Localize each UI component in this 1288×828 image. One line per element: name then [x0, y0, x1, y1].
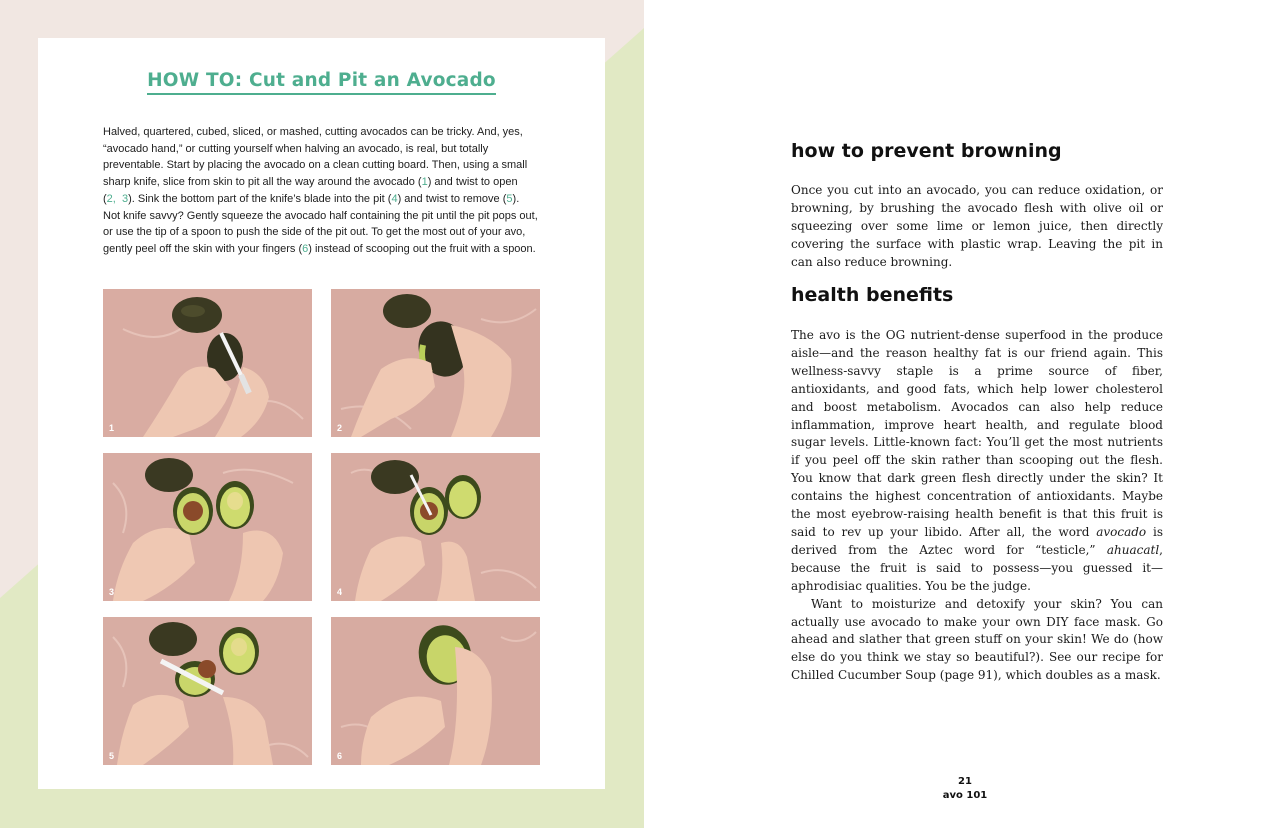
heading-prevent-browning: how to prevent browning [791, 140, 1062, 162]
photo-number: 4 [337, 587, 343, 597]
step-photo-4 [331, 453, 540, 601]
step-ref-4: 4 [391, 192, 398, 205]
prevent-browning-paragraph: Once you cut into an avocado, you can reduce oxidation, or browning, by brushing the avocado flesh with olive oil or squeezing over some lime or lemon juice, then directly covering the surface with plastic wrap. Leaving the pit in can also reduce browning. [791, 183, 1163, 269]
step-ref-5: 5 [506, 192, 513, 205]
intro-text: ) and twist to remove ( [397, 192, 507, 205]
heading-health-benefits: health benefits [791, 284, 954, 306]
step-ref-2: 2, [106, 192, 116, 205]
intro-text: ). Not knife savvy? Gently squeeze the avocado half containing the pit until the pit pops out, or use the tip of a spoon to push the side of the pit out. To get the most out of your avo, gently peel off the skin with your fingers ( [103, 192, 538, 255]
step-ref-6: 6 [302, 242, 309, 255]
health-benefits-body [791, 327, 1163, 685]
intro-text: ). Sink the bottom part of the knife’s blade into the pit ( [128, 192, 392, 205]
page-number: 21 [958, 776, 972, 787]
avocado-photo-5 [103, 617, 312, 765]
section-name: avo 101 [942, 790, 988, 801]
health-benefits-paragraph-2: Want to moisturize and detoxify your skin? You can actually use avocado to make your own DIY face mask. Go ahead and slather that green stuff on your skin! We do (how else do you think we stay so beautiful?). See our recipe for Chilled Cucumber Soup (page 91), which doubles as a mask. [791, 596, 1163, 683]
prevent-browning-body [791, 182, 1163, 272]
avocado-photo-3 [103, 453, 312, 601]
health-benefits-paragraph-1 [791, 327, 1163, 596]
intro-text: Halved, quartered, cubed, sliced, or mashed, cutting avocados can be tricky. And, yes, “avocado hand,” or cutting yourself when halving an avocado, is real, but totally preventable. Start by placing the avocado on a clean cutting board. Then, using a small sharp knife, slice from skin to pit all the way around the avocado ( [103, 126, 528, 189]
step-photo-6 [331, 617, 540, 765]
avocado-photo-1 [103, 289, 312, 437]
body-text: is derived from the Aztec word for “testicle,” [791, 524, 1164, 557]
step-ref-1: 1 [421, 176, 428, 189]
photo-number: 3 [109, 587, 115, 597]
body-text: The avo is the OG nutrient-dense superfood in the produce aisle—and the reason healthy fat is our friend again. This wellness-savvy staple is a prime source of fiber, antioxidants, and good fats, which help lower cholesterol and boost metabolism. Avocados can also help reduce inflammation, improve heart health, and regulate blood sugar levels. Little-known fact: You’ll get the most nutrients if you peel off the skin rather than scooping out the flesh. You know that dark green flesh directly under the skin? It contains the highest concentration of antioxidants. Maybe the most eyebrow-raising health benefit is that this fruit is said to rev up your libido. After all, the word [791, 328, 1163, 539]
body-text: , because the fruit is said to possess—you guessed it—aphrodisiac qualities. You be the judge. [791, 542, 1163, 593]
intro-paragraph [103, 124, 539, 258]
step-photo-3 [103, 453, 312, 601]
how-to-title [0, 70, 643, 91]
photo-number: 1 [109, 423, 115, 433]
how-to-title-text: HOW TO: Cut and Pit an Avocado [147, 70, 496, 95]
avocado-photo-4 [331, 453, 540, 601]
intro-text: ) instead of scooping out the fruit with a spoon. [308, 242, 536, 255]
body-text-italic: avocado [1096, 524, 1147, 539]
step-photo-5 [103, 617, 312, 765]
body-text-italic: ahuacatl [1106, 542, 1160, 557]
step-photo-1 [103, 289, 312, 437]
step-ref-3: 3 [121, 192, 129, 205]
avocado-photo-6 [331, 617, 540, 765]
intro-text: ) and twist to open ( [103, 176, 518, 205]
folio [915, 775, 1015, 803]
avocado-photo-2 [331, 289, 540, 437]
photo-number: 6 [337, 751, 343, 761]
step-photo-2 [331, 289, 540, 437]
photo-number: 5 [109, 751, 115, 761]
photo-number: 2 [337, 423, 343, 433]
